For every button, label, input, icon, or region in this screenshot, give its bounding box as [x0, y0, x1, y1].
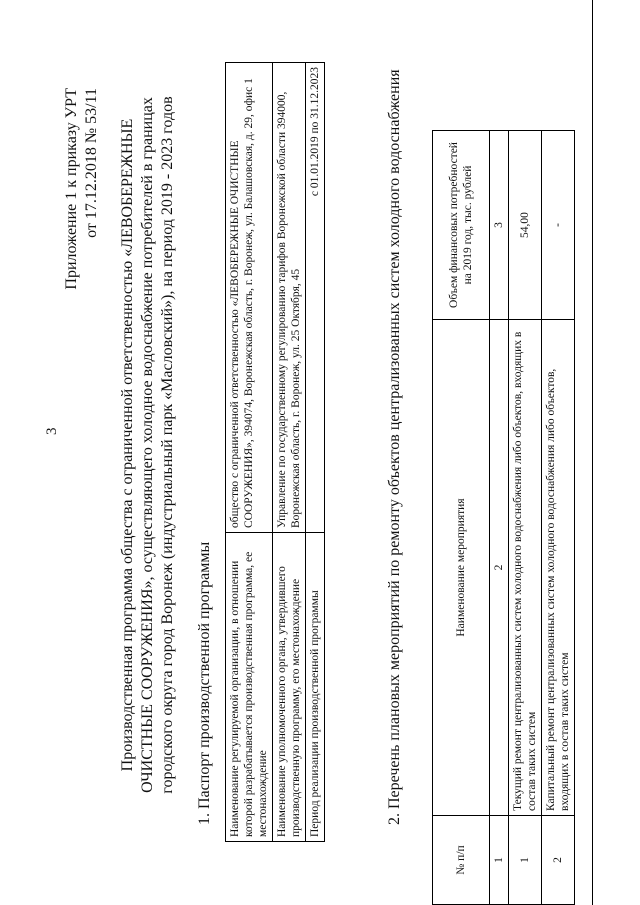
- header-name: Наименование мероприятия: [433, 320, 490, 816]
- passport-value: с 01.01.2019 по 31.12.2023: [306, 63, 325, 533]
- passport-label: Наименование регулируемой организации, в отношении которой разрабатывается производственная программа, ее местонахождение: [226, 533, 273, 842]
- appendix-line-1: Приложение 1 к приказу УРТ: [63, 88, 80, 290]
- column-number-row: [490, 131, 509, 905]
- page-bottom-rule: [592, 0, 593, 905]
- row-volume: 54,00: [509, 131, 542, 320]
- table-row: [306, 63, 325, 842]
- row-name: Текущий ремонт централизованных систем холодного водоснабжения либо объектов, входящих в состав таких систем: [509, 320, 542, 816]
- table-row: [226, 63, 273, 842]
- passport-table: [225, 62, 325, 842]
- table-header-row: [433, 131, 490, 905]
- page-number: 3: [44, 427, 60, 435]
- passport-value: общество с ограниченной ответственностью «ЛЕВОБЕРЕЖНЫЕ ОЧИСТНЫЕ СООРУЖЕНИЯ», 394074, Воронежская область, г. Воронеж, ул. Балашовская, д. 29, офис 1: [226, 63, 273, 533]
- row-num: 2: [542, 816, 575, 905]
- passport-label: Период реализации производственной программы: [306, 533, 325, 842]
- header-num: № п/п: [433, 816, 490, 905]
- column-number: 3: [490, 131, 509, 320]
- column-number: 1: [490, 816, 509, 905]
- row-name: Капитальный ремонт централизованных систем холодного водоснабжения либо объектов, входящих в состав таких систем: [542, 320, 575, 816]
- section-2-heading: 2. Перечень плановых мероприятий по ремонту объектов централизованных систем холодного водоснабжения: [386, 69, 403, 825]
- row-num: 1: [509, 816, 542, 905]
- document-title: Производственная программа общества с ограниченной ответственностью «ЛЕВОБЕРЕЖНЫЕ ОЧИСТНЫЕ СООРУЖЕНИЯ», осуществляющего холодное водоснабжение потребителей в границах городского округа город Воронеж (индустриальный парк «Масловский»), на период 2019 - 2023 годов: [119, 96, 176, 794]
- table-row: [542, 131, 575, 905]
- column-number: 2: [490, 320, 509, 816]
- section-1-heading: 1. Паспорт производственной программы: [196, 541, 213, 825]
- events-table: [432, 130, 575, 905]
- appendix-note: [62, 88, 102, 328]
- header-volume: Объем финансовых потребностей на 2019 год, тыс. рублей: [433, 131, 490, 320]
- row-volume: -: [542, 131, 575, 320]
- appendix-line-2: от 17.12.2018 № 53/11: [83, 88, 100, 238]
- passport-label: Наименование уполномоченного органа, утвердившего производственную программу, его местонахождение: [273, 533, 306, 842]
- table-row: [509, 131, 542, 905]
- passport-value: Управление по государственному регулированию тарифов Воронежской области 394000, Воронежская область, г. Воронеж, ул. 25 Октября, 45: [273, 63, 306, 533]
- table-row: [273, 63, 306, 842]
